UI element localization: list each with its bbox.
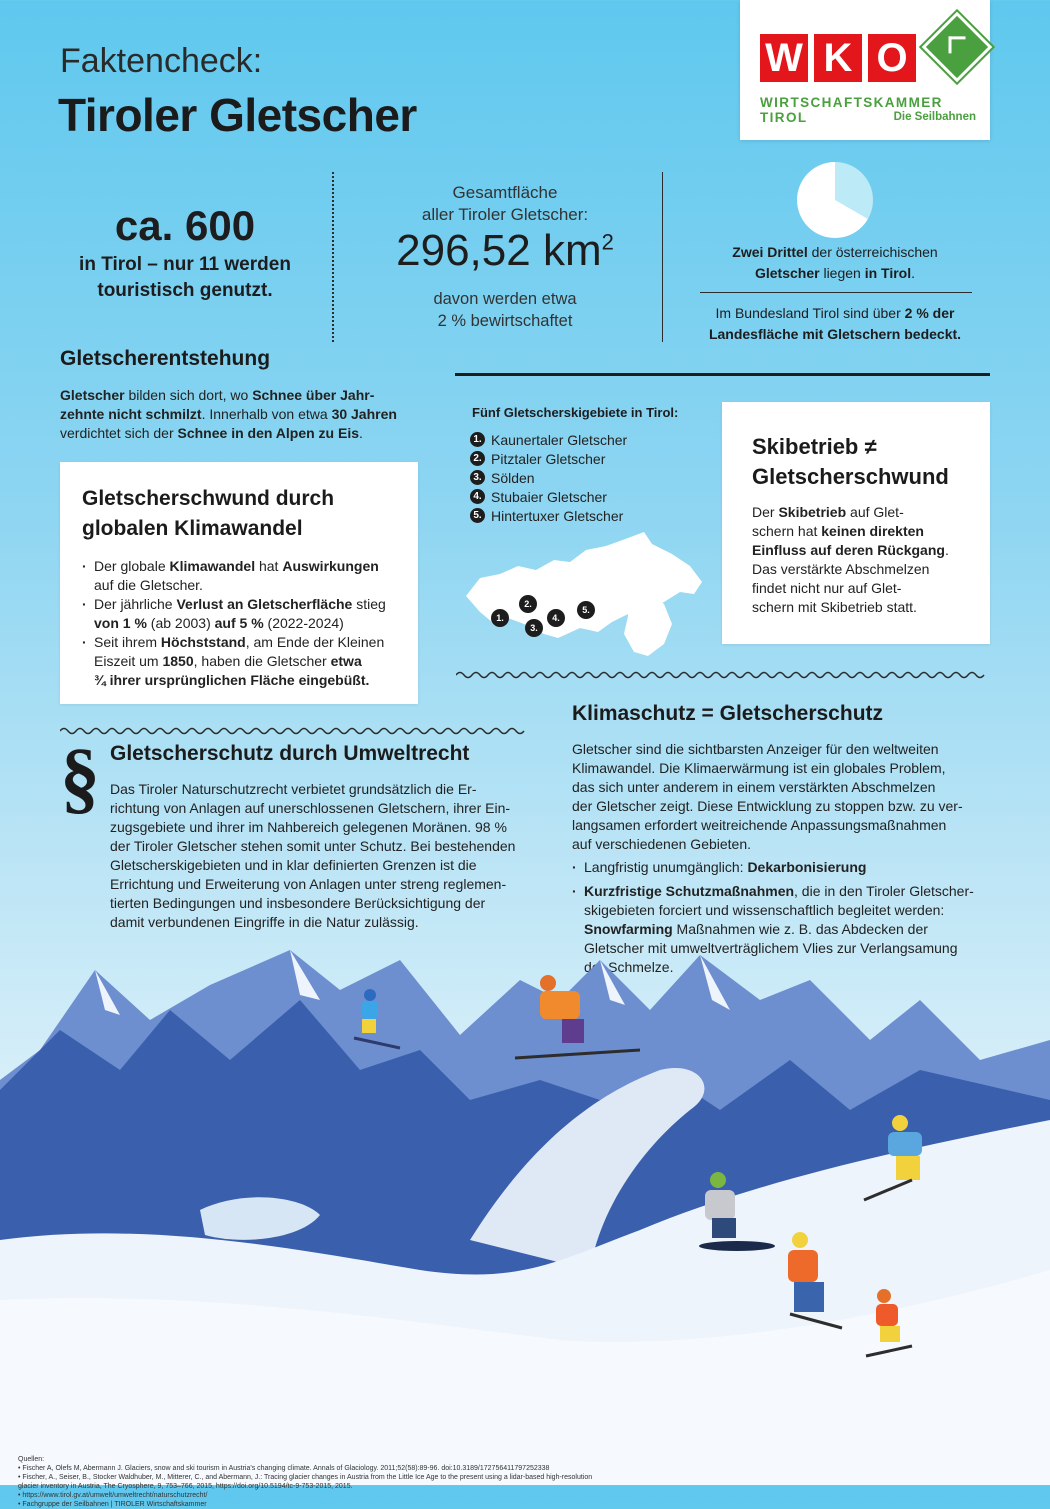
list-item-label: Sölden — [491, 469, 535, 486]
land-text-part: Im Bundesland Tirol sind über — [715, 305, 905, 321]
text-strong: Einfluss auf deren Rückgang — [752, 542, 945, 558]
share-strong: in Tirol — [864, 265, 912, 281]
divider — [455, 373, 990, 376]
text-line: richtung von Anlagen auf unerschlossenen Gletschern, ihrer Ein- — [110, 800, 511, 816]
list-item — [470, 506, 627, 525]
text-part: . Innerhalb von etwa — [201, 406, 332, 422]
share-pie-chart — [797, 162, 873, 238]
card-title-line: Skibetrieb ≠ — [752, 434, 877, 459]
text-line: tierten Bedingungen und insbesondere Berücksichtigung der — [110, 895, 486, 911]
list-item — [470, 468, 627, 487]
map-marker-label: 3. — [530, 623, 538, 633]
list-item — [470, 430, 627, 449]
text-line: Gletscher sind die sichtbarsten Anzeiger für den weltweiten — [572, 741, 939, 757]
page-title: Tiroler Gletscher — [58, 89, 417, 141]
text-line: auf verschiedenen Gebieten. — [572, 836, 752, 852]
text-line: langsamen erfordert weitreichende Anpassungsmaßnahmen — [572, 817, 947, 833]
area-label-line: aller Tiroler Gletscher: — [421, 205, 589, 224]
text-part: Gletscher mit umweltverträglichem Vlies zur Verlangsamung — [584, 940, 958, 956]
number-badge: 3. — [470, 470, 485, 485]
wko-logo[interactable] — [740, 0, 990, 140]
logo-letter-o: O — [868, 34, 916, 82]
list-item — [82, 557, 412, 595]
text-strong: 30 Jahren — [331, 406, 397, 422]
land-strong: Landesfläche mit Gletschern bedeckt. — [708, 326, 962, 342]
glacier-count-desc — [55, 252, 315, 304]
land-coverage-text — [700, 303, 970, 345]
list-item — [82, 595, 412, 633]
text-line: Errichtung und Erweiterung von Anlagen unter streng reglemen- — [110, 876, 507, 892]
text-line: Gletscherskigebieten und in klar definierten Grenzen ist die — [110, 857, 477, 873]
divider — [700, 292, 972, 293]
number-badge: 4. — [470, 489, 485, 504]
text-part: stieg — [352, 596, 386, 612]
card-title — [752, 432, 949, 492]
share-text-part: der österreichischen — [807, 244, 938, 260]
area-unit-exponent: 2 — [601, 229, 614, 255]
list-item-label: Pitztaler Gletscher — [491, 450, 606, 467]
wavy-divider — [60, 726, 530, 736]
text-part: schern hat — [752, 523, 822, 539]
text-part: Der jährliche — [94, 596, 177, 612]
divider — [332, 172, 334, 342]
area-label — [375, 182, 635, 226]
klimaschutz-text — [572, 740, 992, 854]
text-strong: auf 5 % — [214, 615, 264, 631]
text-part: Seit ihrem — [94, 634, 161, 650]
text-strong: ¾ ihrer ursprünglichen Fläche eingebüßt. — [94, 672, 370, 688]
source-item: glacier inventory in Austria, The Cryosphere, 9, 753–766, 2015, https://doi.org/10.5194/tc-9-753-2015, 2015. — [18, 1483, 353, 1490]
section-heading-umweltrecht: Gletscherschutz durch Umweltrecht — [110, 742, 470, 765]
text-strong: Snowfarming — [584, 921, 673, 937]
text-strong: Kurzfristige Schutzmaßnahmen — [584, 883, 795, 899]
text-part: Eiszeit um — [94, 653, 163, 669]
glacier-count: ca. 600 — [114, 202, 256, 249]
text-part: (ab 2003) — [146, 615, 215, 631]
text-line: das sich unter anderem in einem verstärkten Abschmelzen — [572, 779, 936, 795]
source-item: • Fachgruppe der Seilbahnen | TIROLER Wirtschaftskammer — [18, 1501, 207, 1508]
list-item — [82, 633, 412, 690]
list-item-label: Hintertuxer Gletscher — [491, 507, 624, 524]
card-title-line: Gletscherschwund durch — [82, 487, 335, 510]
area-value — [360, 226, 650, 276]
share-text-part: liegen — [819, 265, 865, 281]
text-part: , haben die Gletscher — [193, 653, 331, 669]
number-badge: 1. — [470, 432, 485, 447]
text-line: schern mit Skibetrieb statt. — [752, 599, 917, 615]
text-part: bilden sich dort, wo — [124, 387, 253, 403]
source-item: • https://www.tirol.gv.at/umwelt/umweltrecht/naturschutzrecht/ — [18, 1492, 208, 1499]
kicker: Faktencheck: — [60, 42, 263, 80]
area-number: 296,52 km — [396, 226, 602, 275]
text-line: damit verbundenen Eingriffe in die Natur zulässig. — [110, 914, 419, 930]
text-part: , die in den Tiroler Gletscher- — [794, 883, 974, 899]
share-strong: Gletscher — [754, 265, 820, 281]
mountain-illustration — [0, 940, 1050, 1485]
text-line: zugsgebiete und ihrer im Nahbereich gelegenen Moränen. 98 % — [110, 819, 507, 835]
section-heading-entstehung: Gletscherentstehung — [60, 347, 271, 370]
glacier-count-desc-line: touristisch genutzt. — [97, 280, 273, 301]
logo-subtitle: Die Seilbahnen — [893, 111, 976, 123]
map-marker-label: 2. — [524, 599, 532, 609]
card-schwund — [60, 462, 418, 704]
area-desc-line: 2 % bewirtschaftet — [437, 312, 573, 330]
text-strong: Schnee in den Alpen zu Eis — [177, 425, 360, 441]
text-strong: etwa — [330, 653, 362, 669]
logo-letter-w: W — [760, 34, 808, 82]
area-desc — [375, 288, 635, 332]
source-item: • Fischer, A., Seiser, B., Stocker Waldhuber, M., Mitterer, C., and Abermann, J.: Tracing glacier changes in Austria from the Little Ice Age to the present using a lidar-based high-resolution — [18, 1474, 593, 1481]
text-strong: Verlust an Gletscherfläche — [176, 596, 353, 612]
card-title-line: Gletscherschwund — [752, 464, 949, 489]
sources-heading: Quellen: — [18, 1456, 45, 1463]
text-strong: Auswirkungen — [282, 558, 379, 574]
text-part: (2022-2024) — [263, 615, 344, 631]
umweltrecht-text — [110, 780, 550, 932]
text-part: der Schmelze. — [584, 959, 674, 975]
text-line: findet nicht nur auf Glet- — [752, 580, 902, 596]
list-item — [572, 858, 992, 877]
map-marker-label: 4. — [552, 613, 560, 623]
text-line: Das Tiroler Naturschutzrecht verbietet grundsätzlich die Er- — [110, 781, 477, 797]
skigebiete-heading: Fünf Gletscherskigebiete in Tirol: — [472, 405, 679, 420]
skigebiete-list — [470, 430, 627, 525]
share-text-part: . — [911, 265, 916, 281]
text-part: skigebieten forciert und wissenschaftlich begleitet werden: — [584, 902, 945, 918]
card-skibetrieb — [722, 402, 990, 644]
text-strong: 1850 — [162, 653, 194, 669]
text-strong: Gletscher — [60, 387, 125, 403]
glacier-count-desc-line: in Tirol – nur 11 werden — [79, 254, 291, 275]
map-marker-label: 1. — [496, 613, 504, 623]
text-part: verdichtet sich der — [60, 425, 178, 441]
text-part: auf die Gletscher. — [94, 577, 203, 593]
share-strong: Zwei Drittel — [732, 244, 808, 260]
list-item — [470, 487, 627, 506]
area-label-line: Gesamtfläche — [452, 183, 558, 202]
skibetrieb-text — [752, 503, 982, 617]
tirol-map — [458, 528, 718, 660]
number-badge: 5. — [470, 508, 485, 523]
text-strong: zehnte nicht schmilzt — [60, 406, 202, 422]
area-desc-line: davon werden etwa — [433, 290, 577, 308]
number-badge: 2. — [470, 451, 485, 466]
divider — [662, 172, 663, 342]
text-line: der Gletscher zeigt. Diese Entwicklung zu stoppen bzw. zu ver- — [572, 798, 963, 814]
text-part: hat — [255, 558, 283, 574]
text-strong: von 1 % — [94, 615, 147, 631]
card-title-line: globalen Klimawandel — [82, 517, 303, 540]
text-strong: keinen direkten — [821, 523, 924, 539]
text-part: Der globale — [94, 558, 170, 574]
text-strong: Skibetrieb — [778, 504, 847, 520]
text-part: Der — [752, 504, 779, 520]
logo-letter-k: K — [814, 34, 862, 82]
logo-name: WIRTSCHAFTSKAMMER TIROL — [760, 95, 943, 125]
entstehung-text — [60, 386, 440, 443]
text-part: Maßnahmen wie z. B. das Abdecken der — [672, 921, 928, 937]
text-line: Klimawandel. Die Klimaerwärmung ist ein globales Problem, — [572, 760, 946, 776]
text-part: , am Ende der Kleinen — [245, 634, 385, 650]
land-strong: 2 % der — [904, 305, 955, 321]
text-line: der Tiroler Gletscher stehen somit unter Schutz. Bei bestehenden — [110, 838, 516, 854]
text-part: Langfristig unumgänglich: — [584, 859, 748, 875]
map-marker-label: 5. — [582, 605, 590, 615]
text-strong: Schnee über Jahr- — [252, 387, 375, 403]
wavy-divider — [456, 670, 990, 680]
source-item: • Fischer A, Olefs M, Abermann J. Glaciers, snow and ski tourism in Austria's changing climate. Annals of Glaciology. 2011;52(58):89-96. doi:10.3189/172756411797252338 — [18, 1465, 550, 1472]
text-strong: Höchststand — [160, 634, 246, 650]
share-text — [700, 242, 970, 284]
text-line: Das verstärkte Abschmelzen — [752, 561, 930, 577]
schwund-list — [82, 557, 412, 690]
paragraph-icon: § — [60, 734, 100, 822]
card-title — [82, 484, 334, 544]
list-item-label: Stubaier Gletscher — [491, 488, 607, 505]
text-part: . — [944, 542, 949, 558]
list-item-label: Kaunertaler Gletscher — [491, 431, 628, 448]
sources — [18, 1455, 778, 1509]
list-item — [470, 449, 627, 468]
text-part: auf Glet- — [846, 504, 904, 520]
text-strong: Dekarbonisierung — [747, 859, 867, 875]
section-heading-klimaschutz: Klimaschutz = Gletscherschutz — [572, 702, 884, 725]
text-strong: Klimawandel — [169, 558, 256, 574]
text-part: . — [359, 425, 363, 441]
seilbahn-emblem-icon — [922, 12, 993, 83]
